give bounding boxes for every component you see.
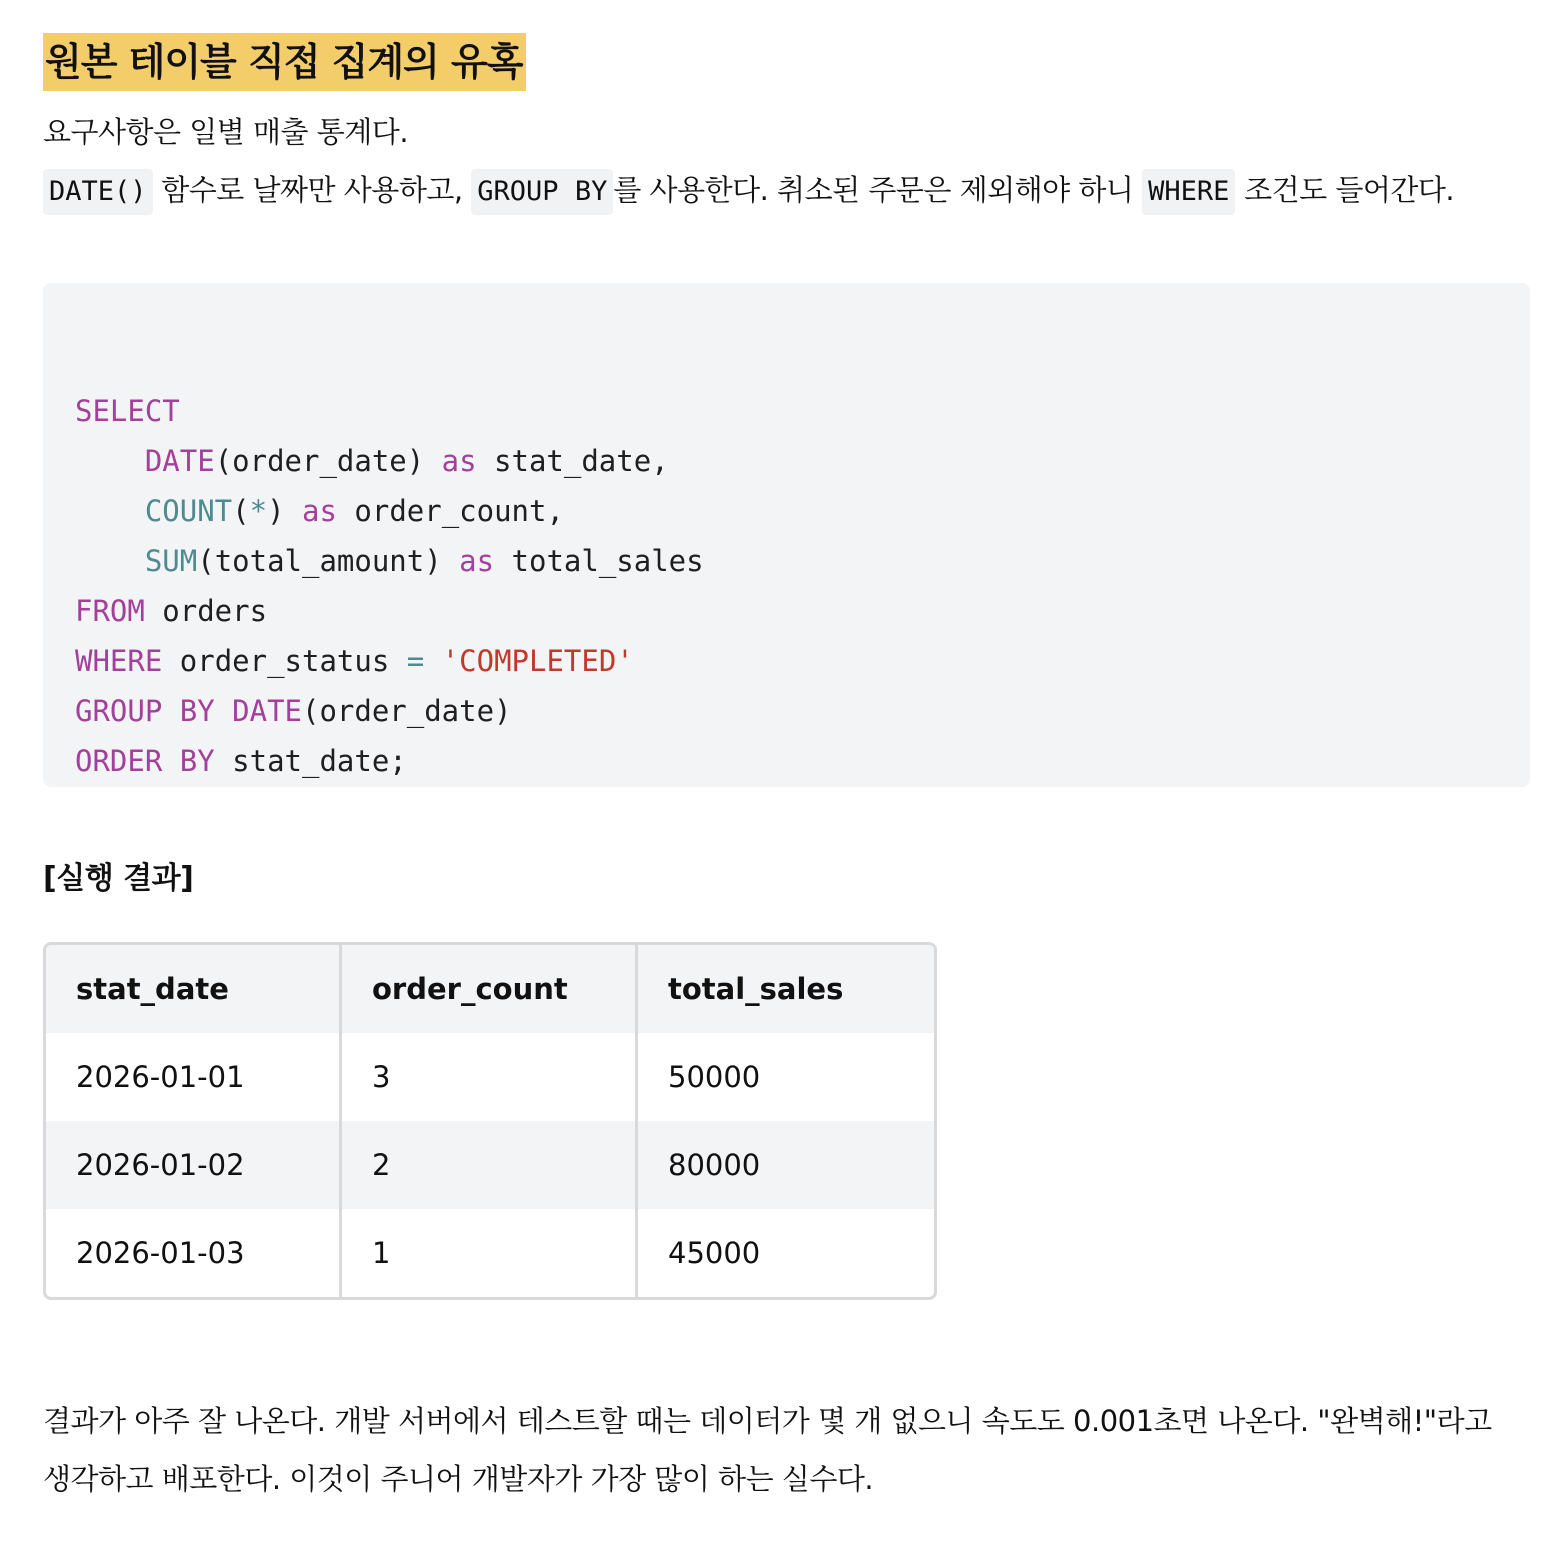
- table-row: [46, 1209, 934, 1297]
- code-line-8: ORDER BY stat_date;: [75, 744, 407, 778]
- code-line-2: DATE(order_date) as stat_date,: [144, 444, 669, 478]
- outro-line-1: 결과가 아주 잘 나온다. 개발 서버에서 테스트할 때는 데이터가 몇 개 없으니 속도도 0.001초면 나온다. "완벽해!"라고: [43, 1404, 1492, 1438]
- table-row: [46, 1033, 934, 1121]
- inline-code-date: DATE(): [43, 169, 153, 215]
- intro-text-3: 조건도 들어간다.: [1235, 173, 1455, 207]
- table-cell: 2026-01-02: [46, 1121, 342, 1209]
- table-cell: 3: [342, 1033, 638, 1121]
- intro-line-2: [43, 161, 1530, 219]
- intro-text-2: 를 사용한다. 취소된 주문은 제외해야 하니: [613, 173, 1143, 207]
- table-cell: 2: [342, 1121, 638, 1209]
- sql-code-block[interactable]: [43, 283, 1530, 787]
- outro-line-2: 생각하고 배포한다. 이것이 주니어 개발자가 가장 많이 하는 실수다.: [43, 1462, 874, 1496]
- code-line-1: SELECT: [75, 394, 180, 428]
- code-line-4: SUM(total_amount) as total_sales: [144, 544, 704, 578]
- inline-code-where: WHERE: [1142, 169, 1235, 215]
- column-header-total-sales: total_sales: [638, 945, 934, 1033]
- intro-text-1: 함수로 날짜만 사용하고,: [152, 173, 472, 207]
- table-cell: 1: [342, 1209, 638, 1297]
- code-line-3: COUNT(*) as order_count,: [144, 494, 564, 528]
- article: [43, 33, 1530, 1508]
- table-header-row: [46, 945, 934, 1033]
- table-cell: 2026-01-01: [46, 1033, 342, 1121]
- section-heading: 원본 테이블 직접 집계의 유혹: [43, 33, 526, 91]
- result-table: [43, 942, 937, 1300]
- column-header-stat-date: stat_date: [46, 945, 342, 1033]
- code-line-7: GROUP BY DATE(order_date): [75, 694, 512, 728]
- table-row: [46, 1121, 934, 1209]
- code-line-6: WHERE order_status = 'COMPLETED': [75, 644, 634, 678]
- table-cell: 2026-01-03: [46, 1209, 342, 1297]
- table-cell: 45000: [668, 1236, 761, 1270]
- result-label: [실행 결과]: [43, 861, 194, 896]
- inline-code-group-by: GROUP BY: [471, 169, 613, 215]
- code-line-5: FROM orders: [75, 594, 268, 628]
- column-header-order-count: order_count: [342, 945, 638, 1033]
- table-cell: 80000: [638, 1121, 934, 1209]
- table-cell: 50000: [668, 1060, 761, 1094]
- intro-line-1: 요구사항은 일별 매출 통계다.: [43, 115, 409, 149]
